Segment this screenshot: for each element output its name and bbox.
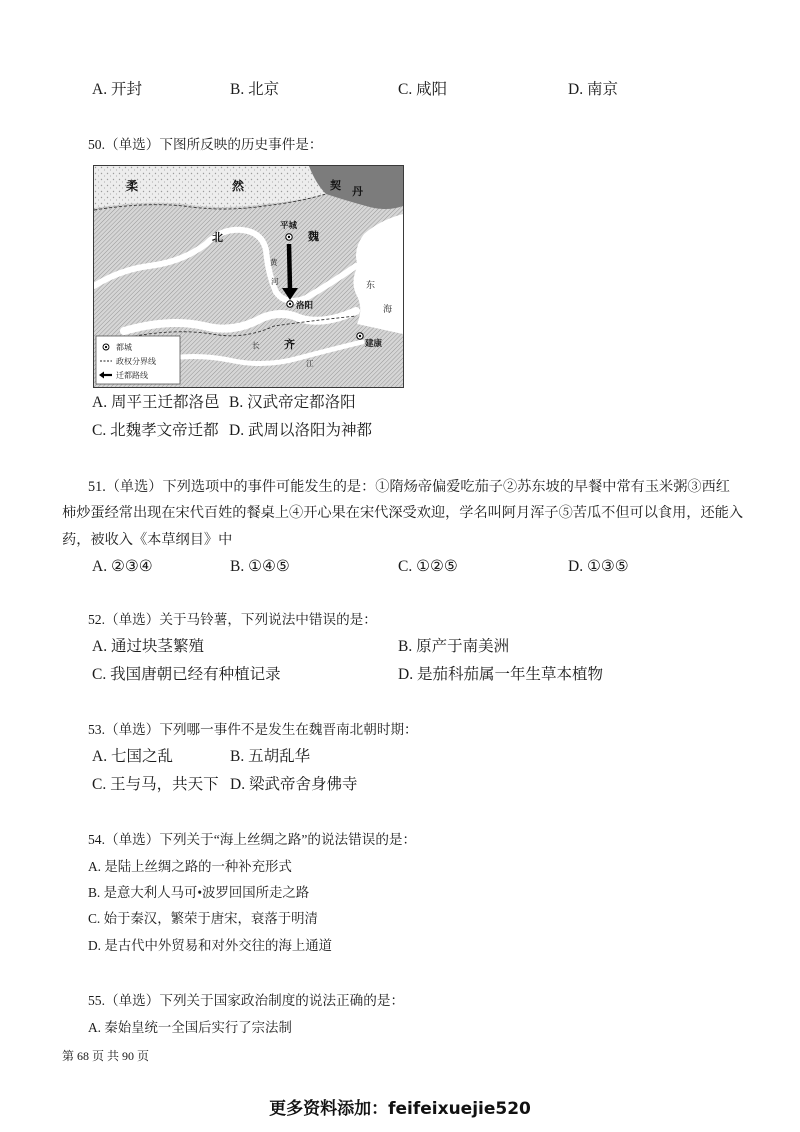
q50-option-d: D. 武周以洛阳为神都 <box>229 422 372 439</box>
map-label-dong: 东 <box>366 281 376 291</box>
q49-option-b: B. 北京 <box>230 81 280 98</box>
q53-option-b: B. 五胡乱华 <box>230 748 311 765</box>
q54-stem: 54.（单选）下列关于“海上丝绸之路”的说法错误的是： <box>88 832 417 847</box>
map-figure <box>93 165 404 388</box>
map-legend <box>96 336 180 384</box>
q52-option-b: B. 原产于南美洲 <box>398 638 510 655</box>
map-label-qidan-1: 契 <box>330 179 341 192</box>
q51-stem-line-2: 柿炒蛋经常出现在宋代百姓的餐桌上④开心果在宋代深受欢迎，学名叫阿月浑子⑤苦瓜不但可以食用，还能入 <box>62 505 744 521</box>
q51-stem-line-1: 51.（单选）下列选项中的事件可能发生的是：①隋炀帝偏爱吃茄子②苏东坡的早餐中常有玉米粥③西红 <box>88 479 730 495</box>
q54-option-a: A. 是陆上丝绸之路的一种补充形式 <box>88 859 292 874</box>
map-capital-pingcheng <box>286 234 292 240</box>
q55-option-a: A. 秦始皇统一全国后实行了宗法制 <box>88 1020 292 1035</box>
q52-option-c: C. 我国唐朝已经有种植记录 <box>92 666 281 683</box>
q50-option-c: C. 北魏孝文帝迁都 <box>92 422 219 439</box>
q50-stem: 50.（单选）下图所反映的历史事件是： <box>88 137 323 152</box>
map-label-qidan-2: 丹 <box>352 185 363 198</box>
map-label-hai: 海 <box>383 305 393 315</box>
map-capital-luoyang <box>287 301 293 307</box>
map-label-huang: 黄 <box>270 258 278 267</box>
map-label-rou: 柔 <box>126 179 139 193</box>
map-label-bei: 北 <box>212 231 223 244</box>
q53-option-a: A. 七国之乱 <box>92 748 173 765</box>
q49-option-d: D. 南京 <box>568 81 618 98</box>
q52-option-a: A. 通过块茎繁殖 <box>92 638 204 655</box>
map-label-jiang: 江 <box>306 359 314 368</box>
map-route-arrow-shaft <box>289 244 290 290</box>
map-capital-jiankang <box>357 333 363 339</box>
q51-option-a: A. ②③④ <box>92 558 153 575</box>
legend-boundary-label: 政权分界线 <box>116 357 156 366</box>
legend-route-label: 迁都路线 <box>116 371 148 380</box>
q50-option-a: A. 周平王迁都洛邑 <box>92 394 220 411</box>
q53-stem: 53.（单选）下列哪一事件不是发生在魏晋南北朝时期： <box>88 722 418 737</box>
legend-capital-label: 都城 <box>116 343 132 352</box>
map-label-chang: 长 <box>252 341 260 350</box>
legend-capital-icon <box>103 344 109 350</box>
map-label-ran: 然 <box>232 179 245 193</box>
q54-option-b: B. 是意大利人马可•波罗回国所走之路 <box>88 885 310 900</box>
q51-option-d: D. ①③⑤ <box>568 558 629 575</box>
map-label-jiankang: 建康 <box>365 339 383 349</box>
q53-option-c: C. 王与马，共天下 <box>92 776 219 793</box>
q49-option-a: A. 开封 <box>92 81 142 98</box>
q50-option-b: B. 汉武帝定都洛阳 <box>229 394 356 411</box>
q52-stem: 52.（单选）关于马铃薯，下列说法中错误的是： <box>88 612 377 627</box>
q51-option-b: B. ①④⑤ <box>230 558 290 575</box>
q51-stem-line-3: 药，被收入《本草纲目》中 <box>62 532 233 548</box>
map-label-luoyang: 洛阳 <box>296 301 314 311</box>
promo-banner: 更多资料添加：feifeixuejie520 <box>269 1099 531 1119</box>
map-svg <box>94 166 403 387</box>
page-number: 第 68 页 共 90 页 <box>62 1049 150 1063</box>
map-label-he: 河 <box>271 277 279 286</box>
q53-option-d: D. 梁武帝舍身佛寺 <box>230 776 358 793</box>
q51-option-c: C. ①②⑤ <box>398 558 458 575</box>
map-label-wei: 魏 <box>308 230 319 243</box>
q55-stem: 55.（单选）下列关于国家政治制度的说法正确的是： <box>88 993 405 1008</box>
map-label-pingcheng: 平城 <box>280 221 298 231</box>
q54-option-d: D. 是古代中外贸易和对外交往的海上通道 <box>88 938 333 953</box>
q52-option-d: D. 是茄科茄属一年生草本植物 <box>398 666 603 683</box>
map-label-qi: 齐 <box>284 338 295 351</box>
q54-option-c: C. 始于秦汉，繁荣于唐宋，衰落于明清 <box>88 911 318 926</box>
q49-option-c: C. 咸阳 <box>398 81 448 98</box>
